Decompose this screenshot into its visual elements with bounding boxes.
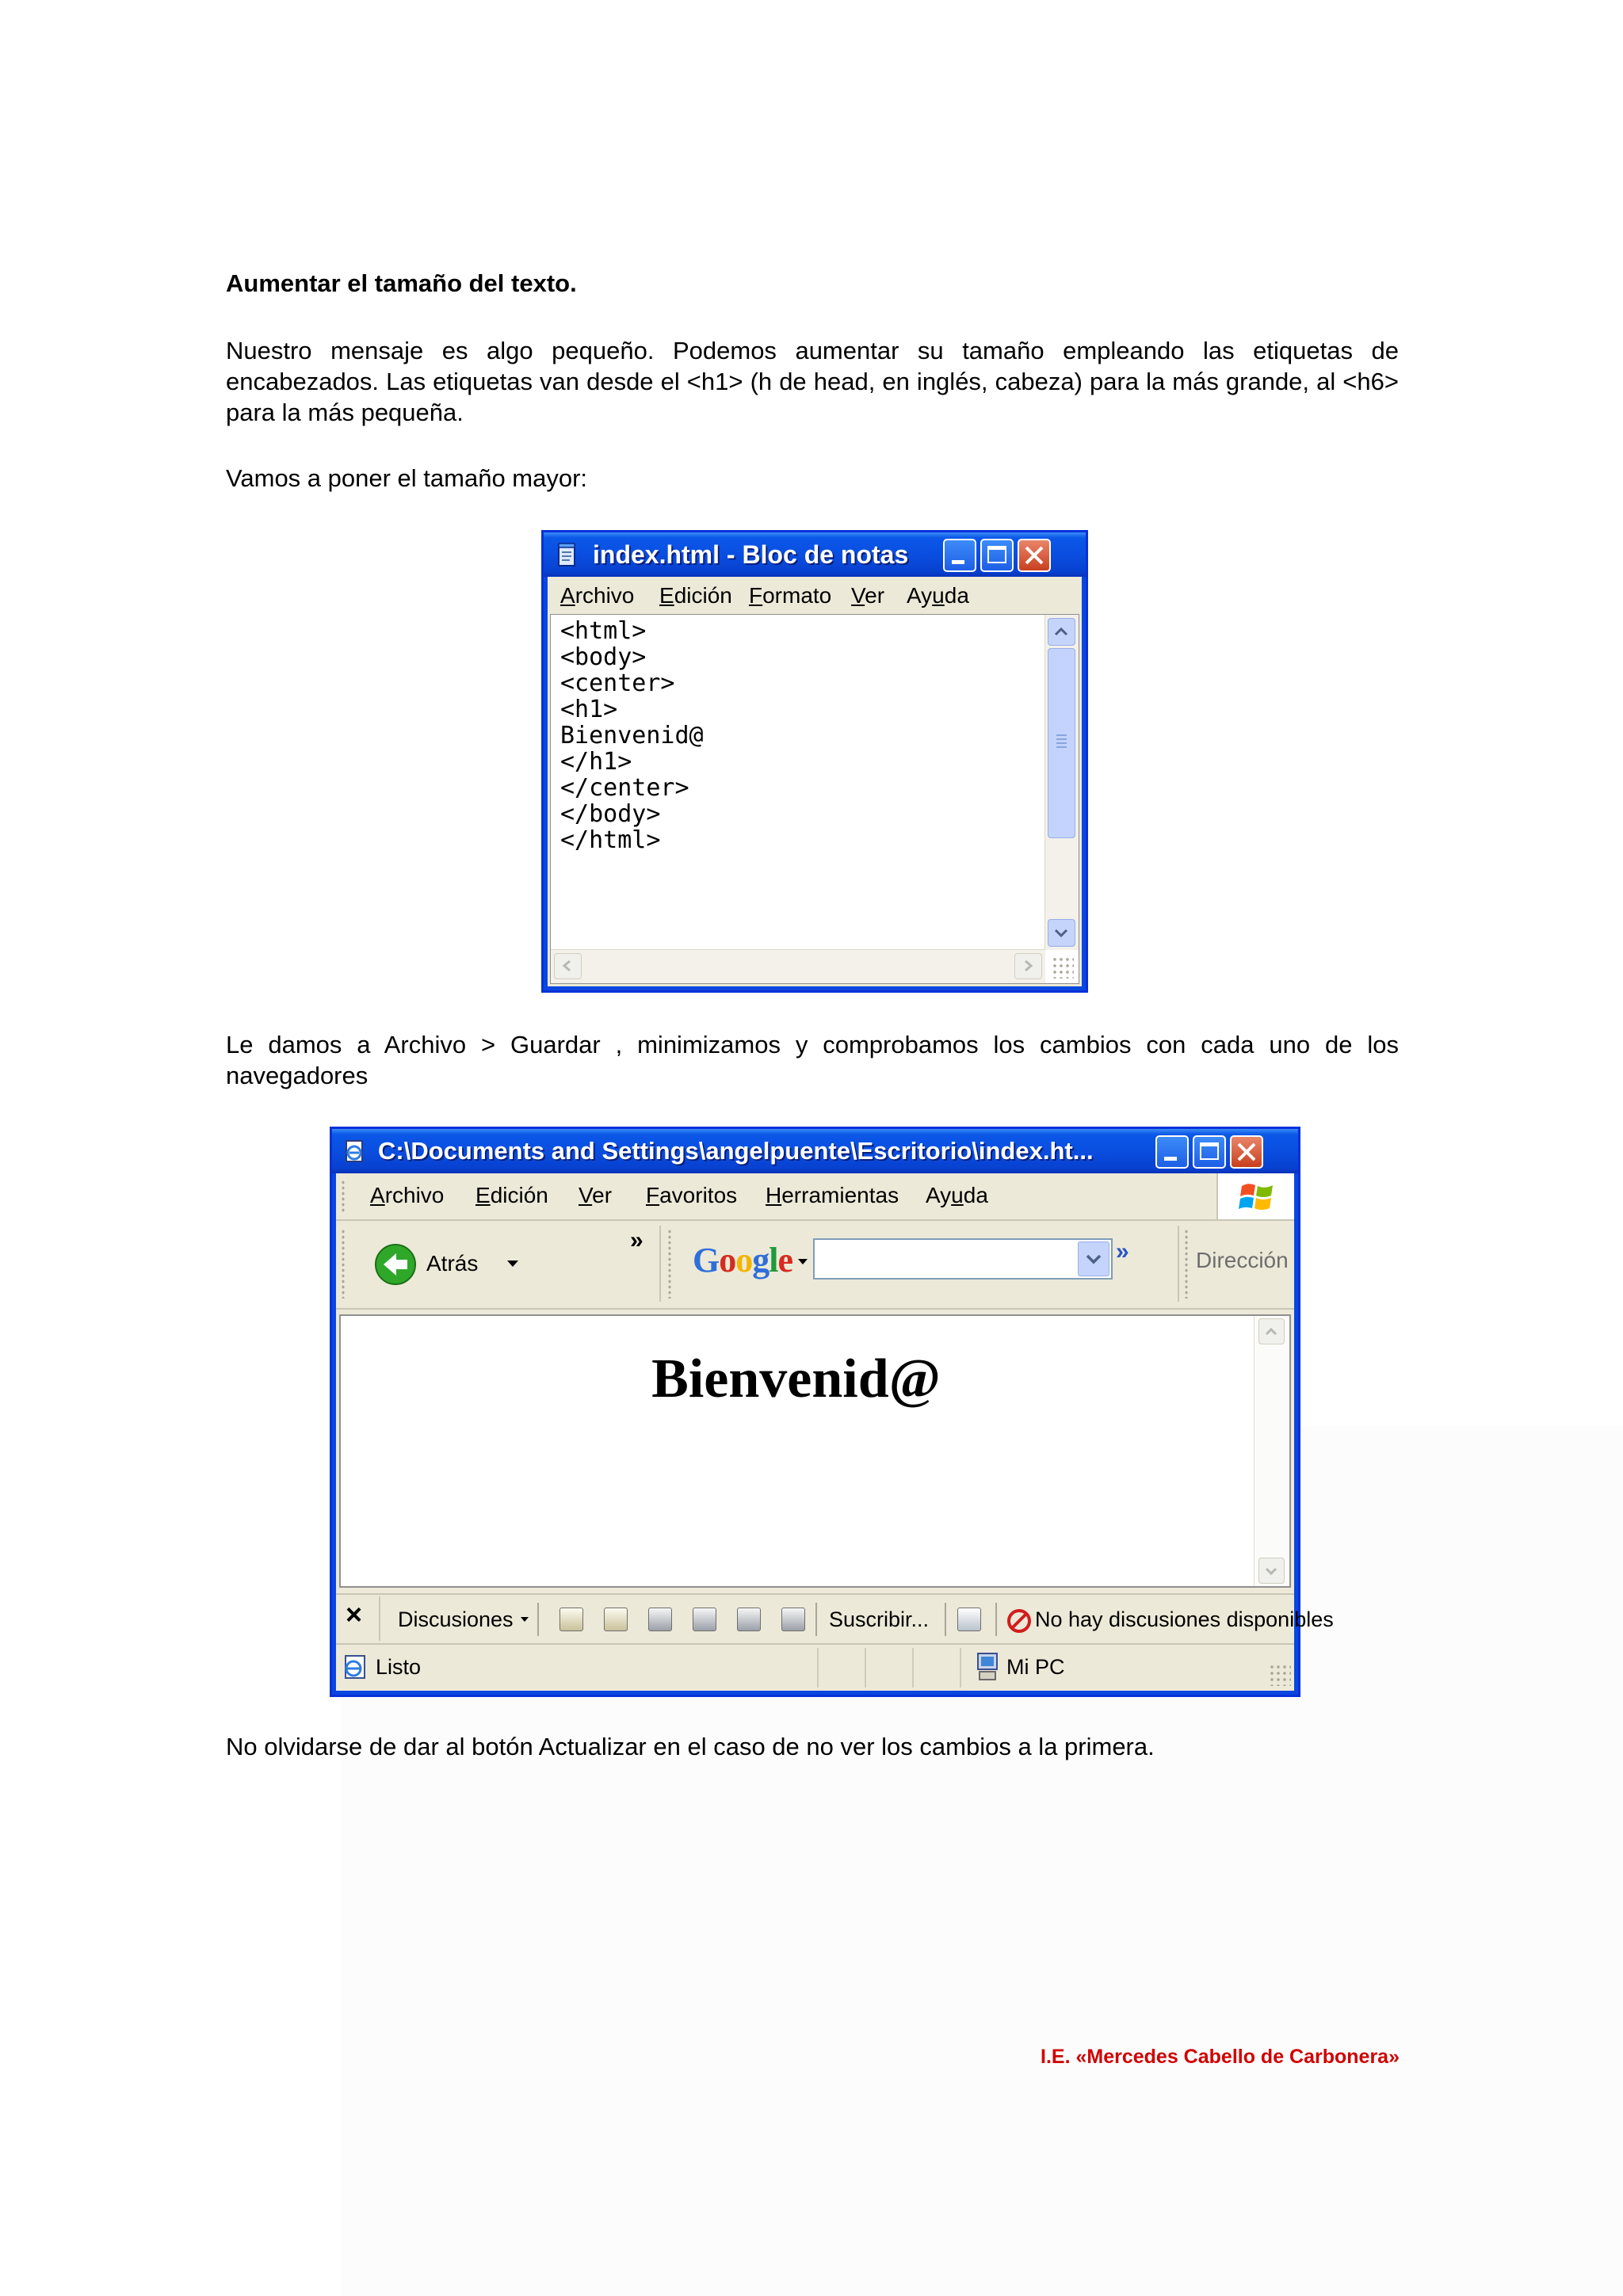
suscribir-button[interactable]: Suscribir... [829, 1608, 930, 1631]
scroll-down-button[interactable] [1048, 919, 1075, 947]
close-button[interactable] [1230, 1135, 1263, 1169]
page-heading: Bienvenid@ [651, 1348, 941, 1409]
no-entry-icon [1006, 1608, 1033, 1634]
instruction-paragraph: Vamos a poner el tamaño mayor: [226, 464, 588, 492]
chevron-down-icon [1048, 920, 1075, 946]
minimize-button[interactable] [1155, 1135, 1189, 1169]
resize-grip-icon[interactable] [1269, 1664, 1291, 1686]
chevron-up-icon [1048, 619, 1075, 645]
footer-institution: I.E. «Mercedes Cabello de Carbonera» [1041, 2046, 1400, 2068]
google-search-input[interactable] [813, 1238, 1113, 1280]
notepad-title: index.html - Bloc de notas [593, 540, 909, 569]
next-icon[interactable] [781, 1608, 805, 1631]
ie-page-icon [343, 1138, 367, 1164]
notepad-menubar [548, 577, 1082, 612]
browser-client [336, 1173, 1334, 1691]
windows-logo-pane [1216, 1173, 1294, 1219]
new-discussion-icon[interactable] [559, 1608, 583, 1631]
minimize-button[interactable] [943, 539, 976, 572]
maximize-icon [1200, 1142, 1219, 1160]
back-button[interactable] [374, 1238, 477, 1287]
browser-vertical-scrollbar[interactable] [1254, 1316, 1289, 1586]
notepad-editor[interactable] [550, 614, 1079, 984]
menu-archivo[interactable]: Archivo [560, 583, 635, 608]
menu-ver[interactable]: Ver [851, 583, 885, 608]
browser-menubar [336, 1173, 1294, 1221]
chevron-up-icon [1259, 1319, 1284, 1344]
browser-viewport[interactable] [339, 1314, 1291, 1588]
maximize-button[interactable] [980, 539, 1014, 572]
reminder-paragraph: No olvidarse de dar al botón Actualizar en el caso de no ver los cambios a la primera. [226, 1733, 1155, 1760]
horizontal-scrollbar[interactable] [551, 949, 1045, 983]
chevron-left-icon [555, 954, 581, 978]
menu-herramientas[interactable]: Herramientas [766, 1183, 899, 1207]
windows-logo-icon [1239, 1180, 1275, 1213]
resize-grip-icon[interactable] [1052, 956, 1074, 978]
menu-edicion[interactable]: Edición [659, 583, 732, 608]
browser-titlebar[interactable] [332, 1129, 1298, 1173]
maximize-icon [987, 546, 1006, 563]
minimize-icon [1164, 1157, 1177, 1161]
menu-formato[interactable]: Formato [749, 583, 832, 608]
page-done-icon [341, 1653, 369, 1681]
save-paragraph: Le damos a Archivo > Guardar , minimizamos y comprobamos los cambios con cada uno de los navegadores [226, 1031, 1399, 1089]
scroll-up-button[interactable] [1258, 1318, 1285, 1344]
vertical-scrollbar[interactable] [1044, 615, 1079, 950]
intro-paragraph: Nuestro mensaje es algo pequeño. Podemos aumentar su tamaño empleando las etiquetas de encabezados. Las etiquetas van desde el <h1> (h de head, en inglés, cabeza) para la más grande, al <h6> para la más pequeña. [226, 337, 1399, 426]
upload-icon[interactable] [957, 1608, 981, 1631]
notepad-icon [555, 542, 579, 567]
browser-window [330, 1127, 1334, 1697]
scroll-thumb[interactable] [1048, 648, 1075, 838]
expand-icon[interactable] [648, 1608, 672, 1631]
browser-title: C:\Documents and Settings\angelpuente\Escritorio\index.ht... [378, 1137, 1094, 1165]
menu-favoritos[interactable]: Favoritos [646, 1183, 738, 1207]
browser-statusbar [336, 1643, 1294, 1691]
section-heading: Aumentar el tamaño del texto. [226, 269, 577, 297]
computer-icon [975, 1651, 1002, 1683]
search-more-chevron[interactable]: » [1116, 1238, 1129, 1264]
scroll-left-button[interactable] [554, 953, 582, 979]
previous-icon[interactable] [737, 1608, 761, 1631]
discusiones-button[interactable]: Discusiones [398, 1608, 514, 1631]
discussions-close-icon[interactable]: × [346, 1598, 363, 1630]
no-discussions-text: No hay discusiones disponibles [1035, 1608, 1334, 1631]
google-dropdown-icon[interactable] [798, 1259, 808, 1264]
discussions-bar [336, 1593, 1334, 1644]
search-dropdown-button[interactable] [1078, 1241, 1109, 1276]
browser-toolbar [336, 1221, 1294, 1310]
menu-ver[interactable]: Ver [579, 1183, 613, 1207]
google-logo[interactable]: Google [693, 1241, 792, 1280]
collapse-icon[interactable] [693, 1608, 716, 1631]
back-arrow-icon [374, 1243, 417, 1286]
address-label: Dirección [1196, 1248, 1289, 1272]
menu-ayuda[interactable]: Ayuda [907, 583, 969, 608]
reply-discussion-icon[interactable] [604, 1608, 628, 1631]
chevron-down-icon [1259, 1558, 1284, 1583]
zone-text: Mi PC [1006, 1655, 1065, 1679]
scroll-right-button[interactable] [1014, 953, 1042, 979]
back-label: Atrás [426, 1251, 479, 1276]
discusiones-dropdown-icon[interactable] [521, 1617, 529, 1622]
minimize-icon [952, 560, 964, 564]
scroll-down-button[interactable] [1258, 1558, 1285, 1584]
close-icon [1236, 1142, 1257, 1162]
menu-edicion[interactable]: Edición [475, 1183, 548, 1207]
maximize-button[interactable] [1193, 1135, 1226, 1169]
close-button[interactable] [1018, 539, 1051, 572]
toolbar-more-chevron[interactable]: » [630, 1227, 643, 1253]
notepad-titlebar[interactable] [544, 532, 1086, 577]
close-icon [1024, 545, 1044, 566]
menu-archivo[interactable]: Archivo [370, 1183, 445, 1207]
notepad-window [541, 530, 1088, 993]
menu-ayuda[interactable]: Ayuda [926, 1183, 988, 1207]
status-text: Listo [376, 1655, 422, 1679]
back-dropdown-icon[interactable] [507, 1261, 518, 1267]
chevron-right-icon [1015, 954, 1041, 978]
scroll-up-button[interactable] [1048, 618, 1075, 646]
notepad-text[interactable]: <html> <body> <center> <h1> Bienvenid@ </h1> </center> </body> </html> [560, 617, 704, 854]
notepad-client [548, 612, 1082, 986]
chevron-down-icon [1079, 1242, 1109, 1276]
